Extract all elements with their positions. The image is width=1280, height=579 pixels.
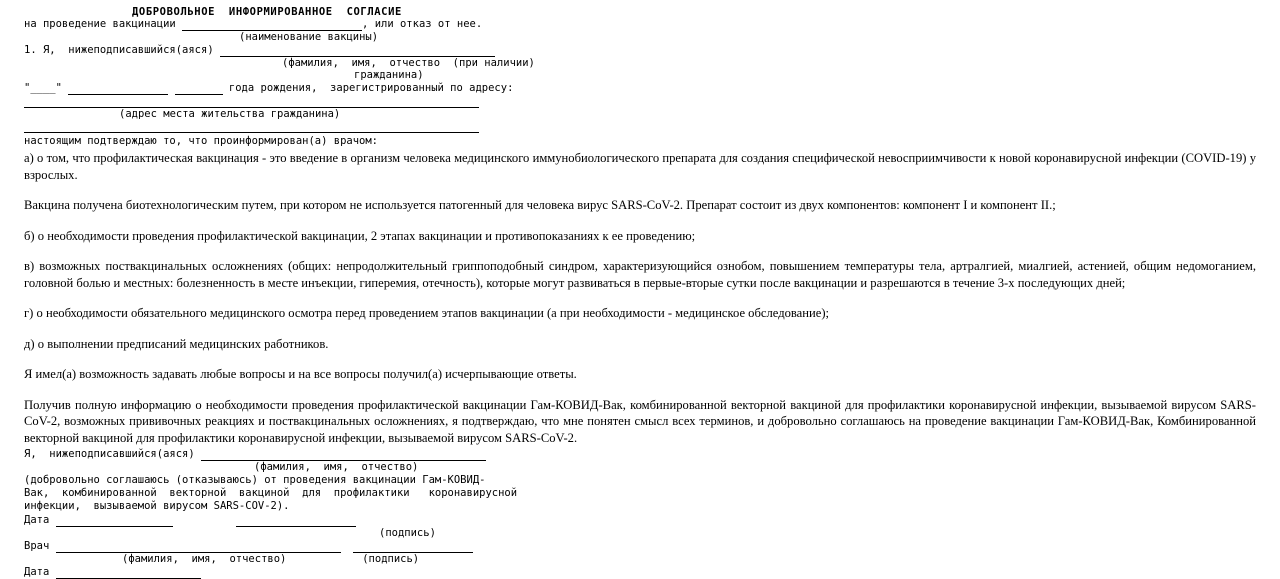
fio-caption-3: (фамилия, имя, отчество)	[122, 553, 287, 565]
signed-prefix: Я, нижеподписавшийся(аяся)	[24, 448, 202, 460]
vaccination-line-prefix: на проведение вакцинации	[24, 18, 183, 30]
birthdate-prefix: "____"	[24, 82, 69, 94]
fio-caption-1: (фамилия, имя, отчество (при наличии)	[282, 57, 535, 69]
address-blank[interactable]	[24, 96, 479, 108]
address-blank-2[interactable]	[24, 121, 479, 133]
vaccination-line	[24, 18, 1254, 31]
form-header-block	[24, 6, 1254, 148]
paragraph-c: в) возможных поствакцинальных осложнениях (общих: непродолжительный гриппоподобный синдром, характеризующийся ознобом, повышением температуры тела, артралгией, миалгией, астенией, общим недомоганием, головной болью и местных: болезненность в месте инъекции, гиперемия, отечность), которые могут развиваться в первые-вторые сутки после вакцинации и разрешаются в течение 3-х последующих дней;	[24, 259, 1256, 290]
date-row-1	[24, 514, 1254, 527]
citizen-caption: гражданина)	[354, 69, 424, 81]
signature-blank-1[interactable]	[236, 515, 356, 527]
undersigned-prefix: 1. Я, нижеподписавшийся(аяся)	[24, 44, 220, 56]
paragraph-a: а) о том, что профилактическая вакцинация - это введение в организм человека медицинского иммунобиологического препарата для создания специфической невосприимчивости к новой коронавирусной инфекции (COVID-19) у взрослых.	[24, 151, 1256, 182]
date-row-2	[24, 566, 1254, 579]
doctor-row	[24, 540, 1254, 553]
signature-caption-2: (подпись)	[362, 553, 420, 565]
address-blank-row-2	[24, 120, 1254, 133]
address-caption: (адрес места жительства гражданина)	[119, 108, 341, 120]
fio-caption-2: (фамилия, имя, отчество)	[254, 461, 419, 473]
birthdate-address-line	[24, 82, 1254, 95]
paragraph-consent: Получив полную информацию о необходимости проведения профилактической вакцинации Гам-КОВИД-Вак, комбинированной векторной вакциной для профилактики коронавирусной инфекции, вызываемой вирусом SARS-CoV-2, возможных прививочных реакциях и поствакцинальных осложнениях, я подтверждаю, что мне понятен смысл всех терминов, и добровольно соглашаюсь на проведение вакцинации Гам-КОВИД-Вак, Комбинированной векторной вакциной для профилактики коронавирусной инфекции, вызываемой вирусом SARS-CoV-2.	[24, 397, 1256, 445]
confirmation-line: настоящим подтверждаю то, что проинформирован(а) врачом:	[24, 135, 379, 147]
signature-block	[24, 448, 1254, 579]
page-title: ДОБРОВОЛЬНОЕ ИНФОРМИРОВАННОЕ СОГЛАСИЕ	[132, 6, 402, 18]
birth-month-blank[interactable]	[68, 83, 168, 95]
address-blank-row	[24, 95, 1254, 108]
date-label-1: Дата	[24, 514, 56, 526]
date-blank-2[interactable]	[56, 567, 201, 579]
paragraph-vaccine-info: Вакцина получена биотехнологическим путем, при котором не используется патогенный для человека вирус SARS-CoV-2. Препарат состоит из двух компонентов: компонент I и компонент II.;	[24, 198, 1056, 212]
footer-captions-row	[122, 553, 1254, 565]
paragraph-d: д) о выполнении предписаний медицинских работников.	[24, 336, 329, 351]
vaccine-name-caption: (наименование вакцины)	[239, 31, 379, 43]
birthdate-mid: года рождения, зарегистрированный по адресу:	[222, 82, 514, 94]
fio-blank-1[interactable]	[220, 45, 495, 57]
consent-text-1: (добровольно соглашаюсь (отказываюсь) от проведения вакцинации Гам-КОВИД-	[24, 474, 486, 486]
signature-blank-2[interactable]	[353, 541, 473, 553]
document-body	[24, 150, 1256, 460]
undersigned-line	[24, 44, 1254, 57]
signature-caption-1: (подпись)	[379, 527, 436, 539]
date-blank-1[interactable]	[56, 515, 173, 527]
vaccination-line-suffix: , или отказ от нее.	[362, 18, 483, 30]
consent-text-3: инфекции, вызываемой вирусом SARS-COV-2).	[24, 500, 290, 512]
vaccine-name-blank[interactable]	[182, 19, 362, 31]
consent-text-2: Вак, комбинированной векторной вакциной для профилактики коронавирусной	[24, 487, 518, 499]
fio-blank-2[interactable]	[201, 449, 486, 461]
paragraph-b: б) о необходимости проведения профилактической вакцинации, 2 этапах вакцинации и противопоказаниях к ее проведению;	[24, 228, 696, 243]
doctor-label: Врач	[24, 540, 56, 552]
doctor-fio-blank[interactable]	[56, 541, 341, 553]
signed-line	[24, 448, 1254, 461]
paragraph-questions: Я имел(а) возможность задавать любые вопросы и на все вопросы получил(а) исчерпывающие ответы.	[24, 367, 577, 381]
date-label-2: Дата	[24, 566, 56, 578]
birth-year-blank[interactable]	[175, 83, 223, 95]
paragraph-g: г) о необходимости обязательного медицинского осмотра перед проведением этапов вакцинации (а при необходимости - медицинское обследование);	[24, 306, 830, 320]
